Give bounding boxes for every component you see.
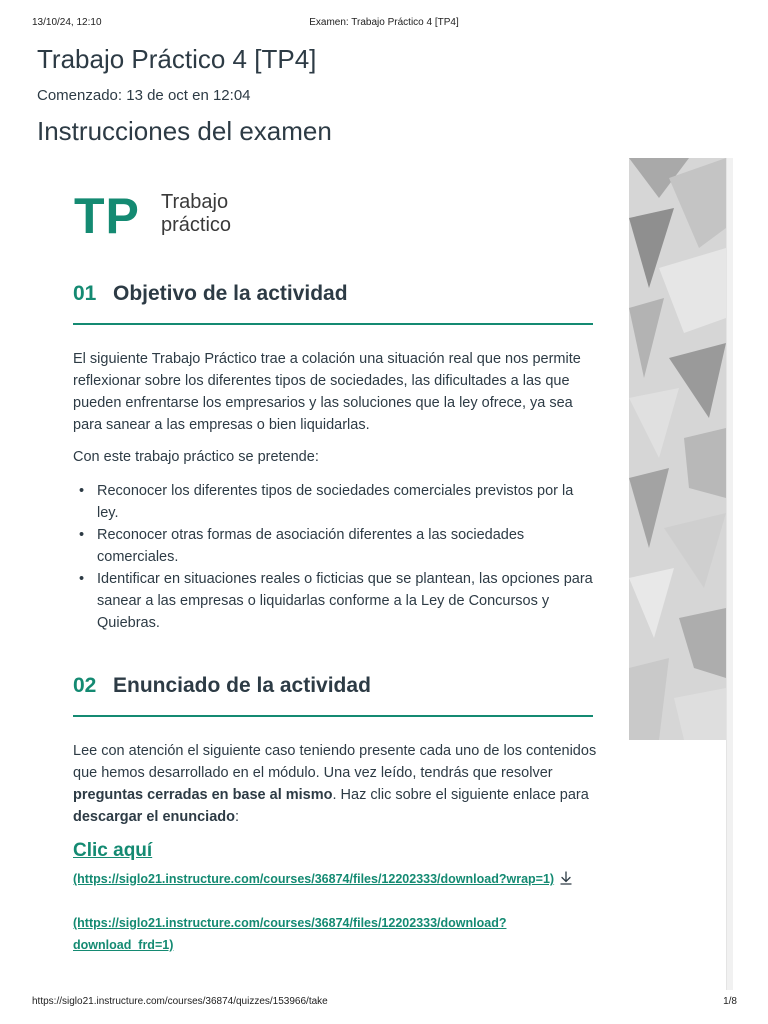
enunciado-bold-2: descargar el enunciado <box>73 809 235 825</box>
enunciado-paragraph <box>73 740 598 828</box>
list-item: • Reconocer los diferentes tipos de sociedades comerciales previstos por la ley. <box>73 480 598 524</box>
print-datetime: 13/10/24, 12:10 <box>32 17 102 28</box>
objetivo-intro: Con este trabajo práctico se pretende: <box>73 449 319 465</box>
tp-logo-mark: TP <box>74 188 140 244</box>
enunciado-text-1: Lee con atención el siguiente caso teniendo presente cada uno de los contenidos que hemos desarrollado en el módulo. Una vez leído, tendrás que resolver <box>73 743 597 781</box>
file-link-wrap[interactable]: (https://siglo21.instructure.com/courses/36874/files/12202333/download?wrap=1) <box>73 872 555 886</box>
file-link-download[interactable]: (https://siglo21.instructure.com/courses/36874/files/12202333/download?download_frd=1) <box>73 916 507 952</box>
download-icon[interactable] <box>558 870 574 886</box>
objetivo-bullet-list <box>73 480 598 634</box>
print-doc-title: Examen: Trabajo Práctico 4 [TP4] <box>309 17 459 28</box>
section-number: 01 <box>73 282 97 305</box>
scrollbar[interactable] <box>726 158 733 990</box>
decorative-pattern <box>629 158 726 740</box>
section-title: Enunciado de la actividad <box>113 674 371 697</box>
download-link-frd <box>73 912 598 956</box>
enunciado-text-3: : <box>234 809 240 825</box>
enunciado-text-2: . Haz clic sobre el siguiente enlace para <box>332 787 589 803</box>
list-item: • Reconocer otras formas de asociación diferentes a las sociedades comerciales. <box>73 524 598 568</box>
tp-logo-words <box>161 191 231 237</box>
started-label: Comenzado: <box>37 87 123 104</box>
print-footer <box>0 996 768 1010</box>
section-enunciado-heading <box>73 674 593 716</box>
download-link-wrap <box>73 868 598 890</box>
enunciado-bold-1: preguntas cerradas en base al mismo <box>73 787 333 803</box>
tp-logo-word1: Trabajo <box>161 191 229 213</box>
started-value: 13 de oct en 12:04 <box>126 87 251 104</box>
print-header <box>0 17 768 31</box>
list-item: • Identificar en situaciones reales o ficticias que se plantean, las opciones para sanear a las empresas o liquidarlas conforme a la Ley de Concursos y Quiebras. <box>73 568 598 634</box>
section-number: 02 <box>73 674 97 697</box>
section-title: Objetivo de la actividad <box>113 282 348 305</box>
section-objetivo-heading <box>73 282 593 324</box>
section-divider <box>73 323 593 325</box>
quiz-title: Trabajo Práctico 4 [TP4] <box>37 44 317 74</box>
objetivo-paragraph: El siguiente Trabajo Práctico trae a colación una situación real que nos permite reflexionar sobre los diferentes tipos de sociedades, las dificultades a las que pueden enfrentarse los empresarios y las soluciones que la ley ofrece, ya sea para sanear a las empresas o bien liquidarlas. <box>73 351 581 433</box>
clic-aqui-link[interactable]: Clic aquí <box>73 840 153 861</box>
section-divider <box>73 715 593 717</box>
print-footer-url: https://siglo21.instructure.com/courses/36874/quizzes/153966/take <box>32 996 328 1007</box>
print-page-number: 1/8 <box>723 996 737 1007</box>
decorative-image-panel <box>629 158 726 740</box>
quiz-started <box>37 87 251 104</box>
instructions-title: Instrucciones del examen <box>37 116 332 146</box>
tp-logo-word2: práctico <box>161 214 232 236</box>
